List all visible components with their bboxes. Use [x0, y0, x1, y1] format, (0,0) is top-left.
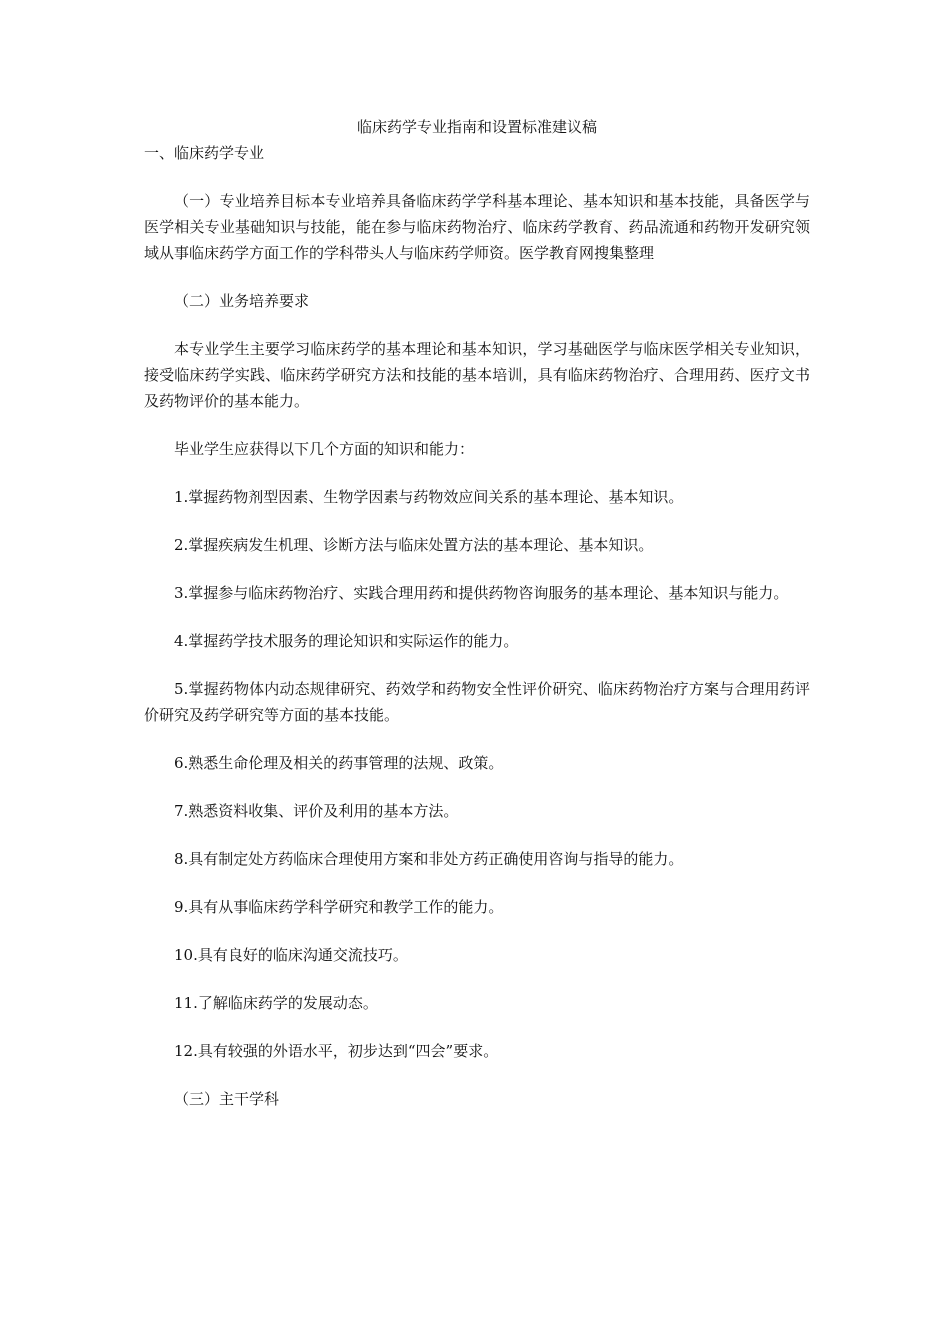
list-item: 7.熟悉资料收集、评价及利用的基本方法。 — [174, 802, 459, 820]
list-item: 6.熟悉生命伦理及相关的药事管理的法规、政策。 — [174, 754, 504, 772]
list-item: 2.掌握疾病发生机理、诊断方法与临床处置方法的基本理论、基本知识。 — [174, 536, 654, 554]
document-body — [144, 114, 810, 1134]
paragraph-study-content: 本专业学生主要学习临床药学的基本理论和基本知识，学习基础医学与临床医学相关专业知识，接受临床药学实践、临床药学研究方法和技能的基本培训，具有临床药物治疗、合理用药、医疗文书及药物评价的基本能力。 — [144, 340, 810, 410]
list-item: 12.具有较强的外语水平，初步达到“四会”要求。 — [174, 1042, 499, 1060]
paragraph-training-objective: （一）专业培养目标本专业培养具备临床药学学科基本理论、基本知识和基本技能，具备医学与医学相关专业基础知识与技能，能在参与临床药物治疗、临床药学教育、药品流通和药物开发研究领域从事临床药学方面工作的学科带头人与临床药学师资。医学教育网搜集整理 — [144, 192, 810, 262]
list-item: 9.具有从事临床药学科学研究和教学工作的能力。 — [174, 898, 504, 916]
document-title: 临床药学专业指南和设置标准建议稿 — [356, 118, 597, 136]
list-item: 1.掌握药物剂型因素、生物学因素与药物效应间关系的基本理论、基本知识。 — [174, 488, 684, 506]
section-heading: 一、临床药学专业 — [144, 144, 265, 162]
list-item: 3.掌握参与临床药物治疗、实践合理用药和提供药物咨询服务的基本理论、基本知识与能力。 — [174, 584, 789, 602]
subheading-training-requirements: （二）业务培养要求 — [174, 292, 310, 310]
list-item: 11.了解临床药学的发展动态。 — [174, 994, 378, 1012]
list-item: 5.掌握药物体内动态规律研究、药效学和药物安全性评价研究、临床药物治疗方案与合理用药评价研究及药学研究等方面的基本技能。 — [144, 680, 810, 724]
subheading-main-disciplines: （三）主干学科 — [174, 1090, 280, 1108]
list-item: 8.具有制定处方药临床合理使用方案和非处方药正确使用咨询与指导的能力。 — [174, 850, 684, 868]
list-item: 10.具有良好的临床沟通交流技巧。 — [174, 946, 408, 964]
list-item: 4.掌握药学技术服务的理论知识和实际运作的能力。 — [174, 632, 519, 650]
paragraph-graduate-abilities-intro: 毕业学生应获得以下几个方面的知识和能力： — [174, 440, 475, 458]
